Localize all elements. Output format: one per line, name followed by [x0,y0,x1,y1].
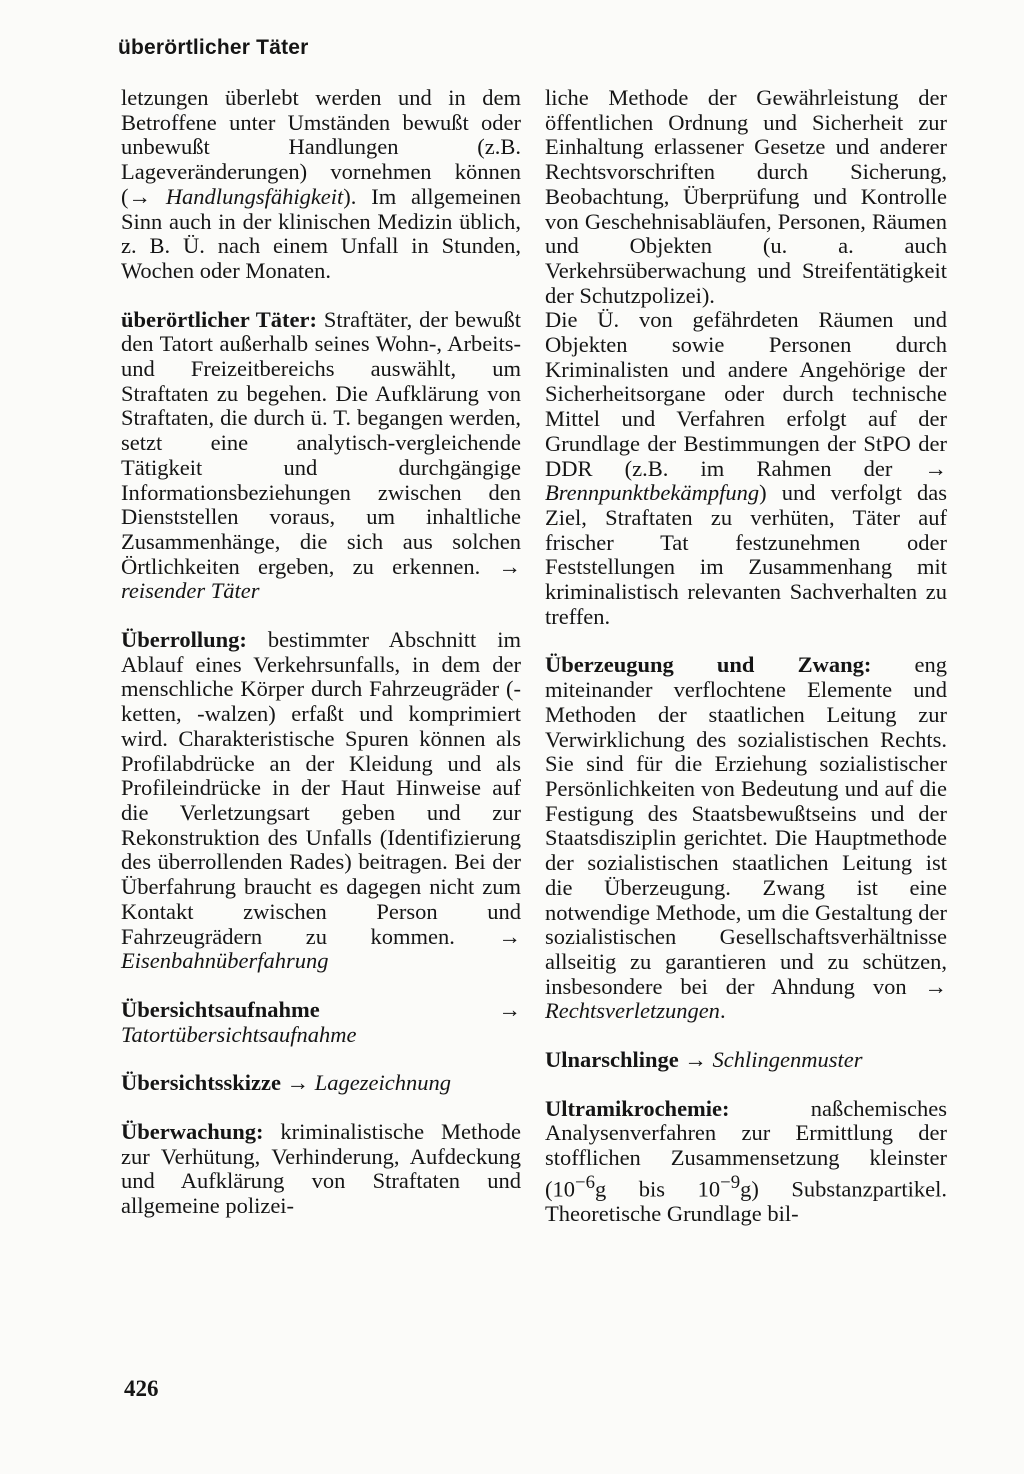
arrow-symbol: → [319,996,521,1022]
entry-text: kriminalistische Methode zur Verhütung, Verhinderung, Aufdeckung und Aufklärung von Straftaten und allgemeine polizei- [121,1119,521,1219]
entry-ueberwachung-continuation [545,86,947,308]
entry-ueberzeugung-und-zwang [545,653,947,1024]
page-number: 426 [124,1376,159,1401]
running-header: überörtlicher Täter [118,36,309,59]
cross-reference: Eisenbahnüberfahrung [121,948,329,974]
entry-text: . [719,998,726,1024]
entry-uebersichtsskizze [121,1071,521,1096]
entry-ueberoertlicher-taeter [121,308,521,604]
entry-ueberwachung [121,1120,521,1219]
entry-term: Überwachung: [121,1119,264,1145]
exponent: −6 [575,1171,595,1193]
entry-text: letzungen überlebt werden und in dem Betroffene unter Umständen bewußt oder unbewußt Handlungen (z.B. Lageveränderungen) vornehmen können (→ [121,85,521,209]
entry-text: naßchemisches Analysenverfahren zur Ermittlung der stofflichen Zusammensetzung kleinster (10 [545,1095,947,1202]
arrow-symbol: → [678,1047,713,1073]
entry-text: ). Im allgemeinen Sinn auch in der klinischen Medizin üblich, z. B. Ü. nach einem Unfall in Stunden, Wochen oder Monaten. [121,183,521,283]
cross-reference: Schlingenmuster [712,1047,863,1073]
entry-ultramikrochemie [545,1097,947,1227]
entry-term: Übersichtsaufnahme [121,996,320,1022]
cross-reference: Handlungsfähigkeit [165,183,344,209]
cross-reference: reisender Täter [121,578,260,604]
cross-reference: Brennpunktbekämpfung [545,480,760,506]
right-column [545,86,947,1227]
entry-verletzung-continuation [121,86,521,284]
arrow-symbol: → [280,1070,315,1096]
entry-text: Die Ü. von gefährdeten Räumen und Objekten sowie Personen durch Kriminalisten und andere Angehörige der Sicherheitsorgane oder durch technische Mittel und Verfahren erfolgt auf der Grundlage der Bestimmungen der StPO der DDR (z.B. im Rahmen der → [545,307,947,481]
cross-reference: Tatortübersichtsaufnahme [121,1021,357,1047]
entry-term: Überrollung: [121,627,247,653]
entry-text: Straftäter, der bewußt den Tatort außerhalb seines Wohn-, Arbeits- und Freizeitbereichs auswählt, um Straftaten zu begehen. Die Aufklärung von Straftaten, die durch ü. T. begangen werden, setzt eine analytisch-vergleichende Tätigkeit und durchgängige Informationsbeziehungen zwischen den Dienststellen voraus, um inhaltliche Zusammenhänge, die sich aus solchen Örtlichkeiten ergeben, zu erkennen. → [121,306,521,579]
entry-ulnarschlinge [545,1048,947,1073]
entry-text: eng miteinander verflochtene Elemente und Methoden der staatlichen Leitung zur Verwirklichung des sozialistischen Rechts. Sie sind für die Erziehung sozialistischer Persönlichkeiten von Bedeutung und auf die Festigung des Staatsbewußtseins und der Staatsdisziplin gerichtet. Die Hauptmethode der sozialistischen staatlichen Leitung ist die Überzeugung. Zwang ist eine notwendige Methode, um die Gestaltung der sozialistischen Gesellschaftsverhältnisse allseitig zu garantieren und zu schützen, insbesondere bei der Ahndung von → [545,652,947,999]
entry-text: g bis 10 [594,1176,721,1202]
exponent: −9 [720,1171,741,1193]
left-column [121,86,521,1219]
entry-text: g) Substanzpartikel. Theoretische Grundlage bil- [545,1176,947,1227]
entry-term: Überzeugung und Zwang: [545,652,872,678]
cross-reference: Lagezeichnung [314,1070,451,1096]
entry-term: Ulnarschlinge [545,1047,679,1073]
entry-term: überörtlicher Täter: [121,306,317,332]
entry-term: Ultramikrochemie: [545,1095,730,1121]
entry-text: liche Methode der Gewährleistung der öffentlichen Ordnung und Sicherheit zur Einhaltung erlassener Gesetze und anderer Rechtsvorschriften durch Sicherung, Beobachtung, Überprüfung und Kontrolle von Geschehnisabläufen, Personen, Räumen und Objekten (u. a. auch Verkehrsüberwachung und Streifentätigkeit der Schutzpolizei). [545,85,947,308]
entry-text: ) und verfolgt das Ziel, Straftaten zu verhüten, Täter auf frischer Tat festzunehmen oder Feststellungen im Zusammenhang mit kriminalistisch relevanten Sachverhalten zu treffen. [545,480,947,629]
cross-reference: Rechtsverletzungen [545,998,720,1024]
entry-uebersichtsaufnahme [121,998,521,1047]
entry-ueberwachung-paragraph-2 [545,308,947,629]
entry-ueberrollung [121,628,521,974]
entry-text: bestimmter Abschnitt im Ablauf eines Verkehrsunfalls, in dem der menschliche Körper durch Fahrzeugräder (-ketten, -walzen) erfaßt und komprimiert wird. Charakteristische Spuren können als Profilabdrücke an der Kleidung und als Profileindrücke in der Haut Hinweise auf die Verletzungsart geben und zur Rekonstruktion des Unfalls (Identifizierung des überrollenden Rades) beitragen. Bei der Überfahrung braucht es dagegen nicht zum Kontakt zwischen Person und Fahrzeugrädern zu kommen. → [121,627,521,949]
entry-term: Übersichtsskizze [121,1070,281,1096]
